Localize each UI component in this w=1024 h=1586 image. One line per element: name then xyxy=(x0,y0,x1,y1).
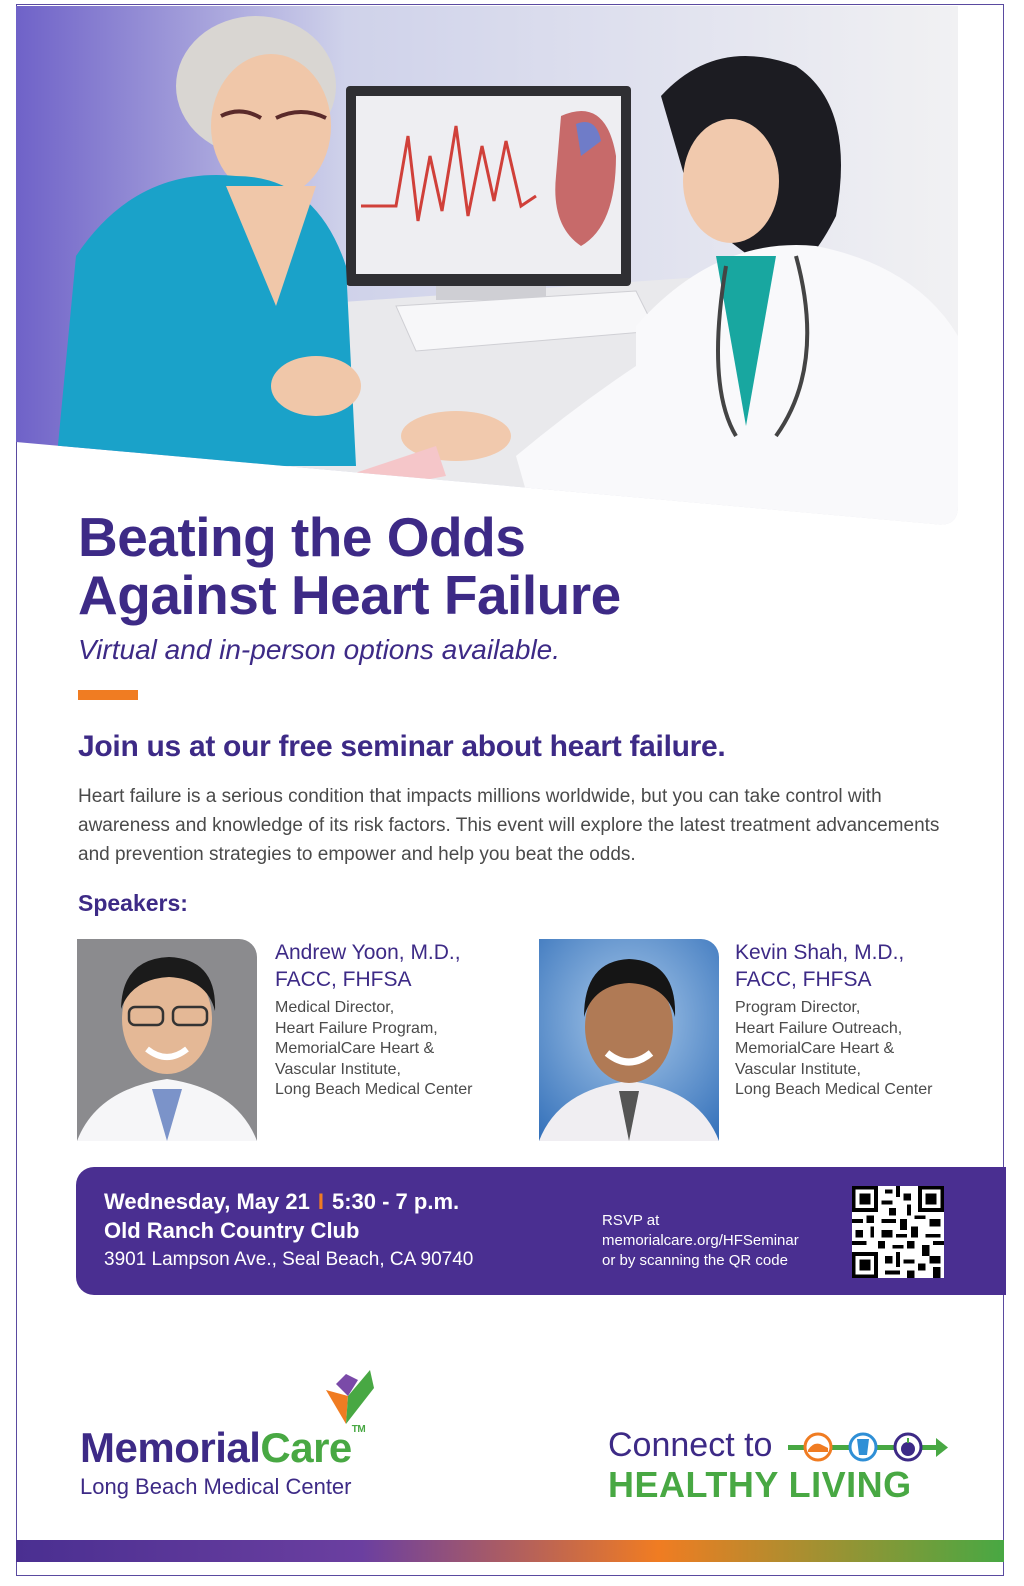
memorialcare-wordmark: MemorialCare™ xyxy=(80,1424,366,1471)
event-details-band xyxy=(76,1167,1006,1295)
speaker-photo-shah xyxy=(539,939,719,1141)
speaker-role-yoon: Medical Director, Heart Failure Program, MemorialCare Heart & Vascular Institute, Long Beach Medical Center xyxy=(275,999,473,1098)
connect-to-text: Connect to xyxy=(608,1426,773,1464)
memorialcare-heart-icon xyxy=(322,1366,378,1428)
memorialcare-subtitle: Long Beach Medical Center xyxy=(80,1474,352,1499)
orange-divider xyxy=(78,690,138,700)
speaker-name-yoon: Andrew Yoon, M.D., FACC, FHFSA xyxy=(275,941,461,991)
seminar-heading: Join us at our free seminar about heart failure. xyxy=(78,730,726,763)
event-venue: Old Ranch Country Club xyxy=(104,1218,360,1243)
speaker-name-shah: Kevin Shah, M.D., FACC, FHFSA xyxy=(735,941,905,991)
poster-title xyxy=(78,508,621,624)
memorialcare-logo xyxy=(78,1360,418,1510)
rsvp-link[interactable]: memorialcare.org/HFSeminar xyxy=(602,1232,799,1249)
title-line-1: Beating the Odds xyxy=(78,506,526,568)
title-line-2: Against Heart Failure xyxy=(78,564,621,626)
healthy-living-text: HEALTHY LIVING xyxy=(608,1464,912,1505)
date-separator: I xyxy=(317,1189,324,1214)
rsvp-info: RSVP at memorialcare.org/HFSeminar or by scanning the QR code xyxy=(602,1212,799,1269)
seminar-description: Heart failure is a serious condition that impacts millions worldwide, but you can take control with awareness and knowledge of its risk factors. This event will explore the latest treatment advancements and prevention strategies to empower and help you beat the odds. xyxy=(78,786,940,865)
qr-code-icon[interactable] xyxy=(852,1186,944,1278)
speakers-label: Speakers: xyxy=(78,890,188,916)
connect-healthy-living-logo xyxy=(608,1426,958,1506)
poster-subtitle: Virtual and in-person options available. xyxy=(78,634,561,665)
event-address: 3901 Lampson Ave., Seal Beach, CA 90740 xyxy=(104,1249,474,1270)
healthy-living-icons xyxy=(788,1432,948,1462)
event-date-time: Wednesday, May 21 I 5:30 - 7 p.m. xyxy=(104,1189,460,1214)
speaker-photo-yoon xyxy=(77,939,257,1141)
speaker-role-shah: Program Director, Heart Failure Outreach, MemorialCare Heart & Vascular Institute, Long Beach Medical Center xyxy=(735,999,933,1098)
hero-photo xyxy=(16,6,958,526)
gradient-footer-stripe xyxy=(16,1540,1004,1562)
